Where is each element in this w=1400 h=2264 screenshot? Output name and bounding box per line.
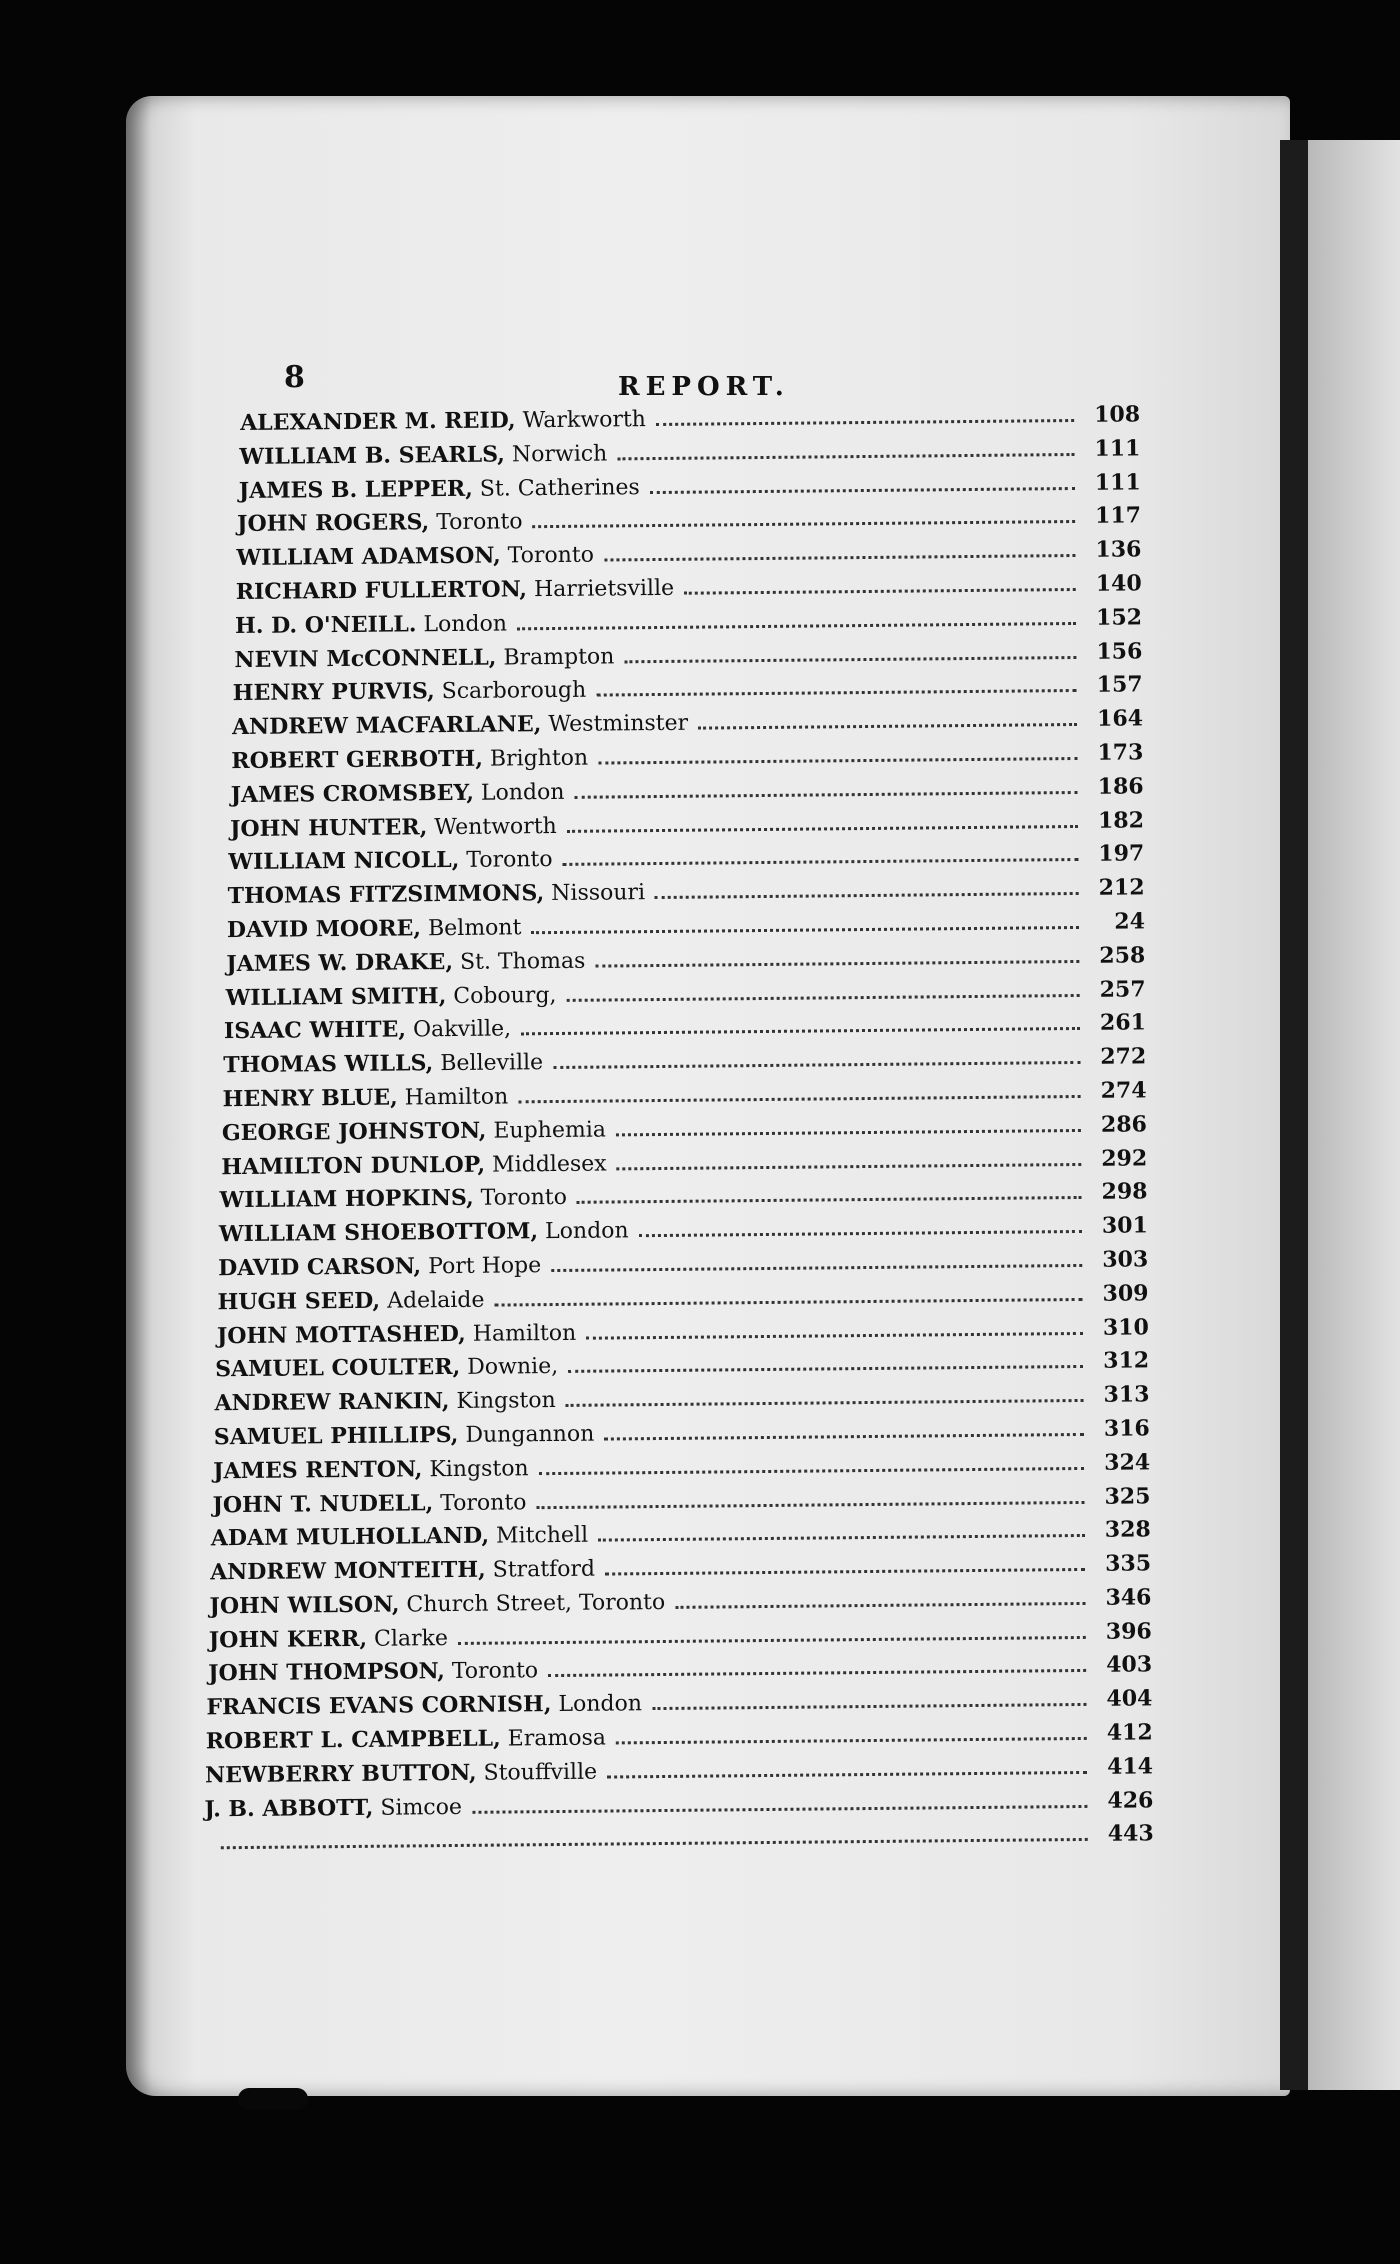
entry-page-number: 286 xyxy=(1100,1111,1148,1138)
entry-place: Belleville xyxy=(440,1050,544,1077)
entry-name: WILLIAM HOPKINS, xyxy=(219,1185,474,1214)
entry-page-number: 140 xyxy=(1095,570,1142,597)
entry-name: J. B. ABBOTT, xyxy=(204,1794,374,1823)
dot-leader xyxy=(551,1264,1082,1272)
entry-name: SAMUEL PHILLIPS, xyxy=(213,1421,459,1451)
entry-name: WILLIAM SMITH, xyxy=(225,982,447,1011)
dot-leader xyxy=(617,453,1074,460)
entry-place: Adelaide xyxy=(387,1287,485,1314)
entry-page-number: 414 xyxy=(1107,1753,1154,1780)
entry-page-number: 412 xyxy=(1106,1719,1153,1746)
dot-leader xyxy=(617,1162,1082,1169)
entry-page-number: 310 xyxy=(1102,1313,1149,1341)
entry-name: JOHN THOMPSON, xyxy=(208,1658,446,1687)
entry-place: Warkworth xyxy=(522,407,647,434)
entry-page-number: 136 xyxy=(1095,536,1142,563)
entry-place: Toronto xyxy=(507,542,595,569)
entry-page-number: 292 xyxy=(1101,1144,1148,1172)
entry-name: SAMUEL COULTER, xyxy=(215,1354,461,1383)
entry-page-number: 396 xyxy=(1105,1617,1152,1645)
dot-leader xyxy=(517,622,1076,630)
dot-leader xyxy=(605,1568,1085,1576)
entry-name: WILLIAM B. SEARLS, xyxy=(239,441,506,470)
dot-leader xyxy=(698,723,1077,730)
entry-place: Belmont xyxy=(427,915,522,942)
entry-page-number: 258 xyxy=(1099,942,1146,969)
entry-page-number: 164 xyxy=(1096,705,1144,732)
entry-name: ANDREW MACFARLANE, xyxy=(231,711,542,741)
entry-place: Norwich xyxy=(511,441,608,468)
entry-name: JOHN T. NUDELL, xyxy=(212,1489,434,1518)
dot-leader xyxy=(221,1838,1088,1849)
entry-place: Church Street, Toronto xyxy=(406,1589,666,1618)
entry-page-number: 257 xyxy=(1099,975,1146,1003)
entry-place: Toronto xyxy=(466,847,553,874)
entry-place: Hamilton xyxy=(472,1320,577,1347)
entry-name: ROBERT GERBOTH, xyxy=(231,745,484,775)
dot-leader xyxy=(675,1602,1085,1609)
dot-leader xyxy=(595,960,1079,968)
dot-leader xyxy=(655,892,1079,899)
entry-page-number: 212 xyxy=(1098,874,1145,901)
entry-place: London xyxy=(545,1218,629,1245)
entry-place: Westminster xyxy=(548,710,689,738)
entry-page-number: 24 xyxy=(1114,908,1146,935)
entry-name: THOMAS WILLS, xyxy=(223,1050,434,1079)
dot-leader xyxy=(577,1196,1082,1204)
entry-page-number: 197 xyxy=(1098,840,1145,868)
entry-name: JAMES W. DRAKE, xyxy=(226,948,454,977)
entry-name: ISAAC WHITE, xyxy=(223,1016,407,1045)
entry-name: WILLIAM SHOEBOTTOM, xyxy=(218,1218,539,1248)
entry-place: Kingston xyxy=(429,1455,529,1482)
entry-page-number: 325 xyxy=(1104,1482,1151,1510)
entry-page-number: 156 xyxy=(1096,637,1143,665)
entry-name: FRANCIS EVANS CORNISH, xyxy=(206,1691,552,1721)
dot-leader xyxy=(548,1669,1086,1677)
entry-name: JAMES B. LEPPER, xyxy=(238,475,473,504)
entry-page-number: 272 xyxy=(1100,1043,1147,1070)
dot-leader xyxy=(458,1636,1086,1645)
entry-place: Middlesex xyxy=(491,1151,607,1178)
entry-place: Clarke xyxy=(373,1625,449,1652)
dot-leader xyxy=(604,1433,1084,1441)
entry-place: Toronto xyxy=(440,1489,527,1516)
entry-name: JOHN MOTTASHED, xyxy=(216,1320,466,1349)
entry-name: DAVID MOORE, xyxy=(226,915,422,944)
entry-name: WILLIAM NICOLL, xyxy=(228,847,460,876)
entry-name: NEVIN McCONNELL, xyxy=(234,644,497,673)
entry-page-number: 346 xyxy=(1105,1584,1152,1611)
entry-name: HENRY BLUE, xyxy=(222,1084,398,1113)
entry-place: St. Catherines xyxy=(479,474,640,502)
entry-page-number: 117 xyxy=(1094,502,1142,530)
dot-leader xyxy=(607,1771,1087,1779)
entry-place: Cobourg, xyxy=(453,982,557,1009)
entry-name: JOHN ROGERS, xyxy=(236,509,430,538)
entry-place: Mitchell xyxy=(495,1523,589,1549)
dot-leader xyxy=(472,1805,1087,1814)
entry-page-number: 404 xyxy=(1106,1685,1153,1713)
entry-page-number: 298 xyxy=(1101,1178,1148,1206)
dot-leader xyxy=(639,1230,1082,1237)
entry-name: H. D. O'NEILL. xyxy=(234,611,417,639)
entry-page-number: 186 xyxy=(1097,773,1144,800)
entry-place: Simcoe xyxy=(380,1794,463,1821)
entry-place: Euphemia xyxy=(493,1117,607,1144)
entry-place: Wentworth xyxy=(434,813,557,840)
entry-place: Brampton xyxy=(503,643,615,671)
entry-place: Port Hope xyxy=(428,1253,542,1280)
entry-page-number: 316 xyxy=(1103,1415,1150,1442)
dot-leader xyxy=(553,1061,1080,1069)
entry-page-number: 335 xyxy=(1105,1550,1152,1577)
entry-page-number: 111 xyxy=(1094,435,1141,462)
entry-place: Harrietsville xyxy=(533,575,675,603)
entry-name: JOHN WILSON, xyxy=(209,1591,400,1620)
binding-gutter xyxy=(1280,140,1308,2090)
entry-page-number: 111 xyxy=(1094,468,1141,496)
dot-leader xyxy=(598,1534,1085,1542)
dot-leader xyxy=(537,1500,1085,1508)
dot-leader xyxy=(563,858,1079,866)
entry-page-number: 313 xyxy=(1103,1381,1150,1408)
entry-name: DAVID CARSON, xyxy=(218,1253,422,1282)
dot-leader xyxy=(566,994,1079,1002)
index-list xyxy=(204,401,1154,1863)
dot-leader xyxy=(586,1331,1083,1339)
dot-leader xyxy=(616,1129,1081,1136)
entry-place: Scarborough xyxy=(441,678,587,705)
dot-leader xyxy=(531,926,1079,934)
entry-place: St. Thomas xyxy=(459,948,586,975)
entry-page-number: 328 xyxy=(1104,1516,1151,1544)
entry-page-number: 173 xyxy=(1097,739,1144,766)
entry-page-number: 303 xyxy=(1102,1246,1149,1273)
entry-page-number: 152 xyxy=(1095,604,1143,631)
facing-page-edge xyxy=(1308,140,1400,2090)
dot-leader xyxy=(656,419,1074,426)
entry-place: Stouffville xyxy=(483,1759,598,1786)
dot-leader xyxy=(518,1095,1080,1103)
entry-page-number: 312 xyxy=(1103,1347,1150,1375)
entry-page-number: 274 xyxy=(1100,1077,1147,1104)
entry-place: Oakville, xyxy=(412,1016,512,1043)
dot-leader xyxy=(684,588,1076,595)
entry-place: Eramosa xyxy=(507,1725,607,1752)
entry-name: RICHARD FULLERTON, xyxy=(235,576,528,606)
dot-leader xyxy=(652,1703,1086,1710)
entry-page-number: 309 xyxy=(1102,1280,1149,1307)
dot-leader xyxy=(574,791,1077,799)
entry-place: Nissouri xyxy=(551,880,646,907)
entry-place: London xyxy=(480,779,565,806)
dot-leader xyxy=(521,1027,1080,1035)
entry-page-number: 301 xyxy=(1101,1212,1148,1239)
entry-name: NEWBERRY BUTTON, xyxy=(204,1759,477,1789)
dot-leader xyxy=(567,825,1078,833)
entry-name: THOMAS FITZSIMMONS, xyxy=(227,880,545,910)
dot-leader xyxy=(624,656,1076,663)
dot-leader xyxy=(533,520,1076,528)
entry-place: London xyxy=(423,611,508,638)
entry-page-number: 157 xyxy=(1096,671,1143,699)
dot-leader xyxy=(650,487,1075,494)
entry-place: Toronto xyxy=(451,1658,539,1685)
entry-name: ANDREW RANKIN, xyxy=(214,1388,450,1417)
entry-place: Downie, xyxy=(467,1354,559,1381)
entry-page-number: 324 xyxy=(1104,1449,1151,1476)
entry-place: Dungannon xyxy=(465,1421,595,1448)
dot-leader xyxy=(568,1365,1083,1373)
dot-leader xyxy=(616,1737,1087,1745)
ink-smudge xyxy=(238,2088,308,2110)
entry-place: Brighton xyxy=(489,745,589,772)
entry-name: JOHN HUNTER, xyxy=(229,813,428,842)
dot-leader xyxy=(604,554,1075,562)
entry-name: HENRY PURVIS, xyxy=(232,678,435,707)
entry-place: London xyxy=(558,1691,643,1718)
entry-name: JAMES CROMSBEY, xyxy=(230,779,475,808)
entry-page-number: 108 xyxy=(1094,401,1141,428)
entry-name: WILLIAM ADAMSON, xyxy=(236,542,501,572)
entry-page-number: 261 xyxy=(1099,1009,1147,1037)
entry-place: Stratford xyxy=(492,1556,596,1583)
dot-leader xyxy=(494,1298,1082,1307)
entry-name: HUGH SEED, xyxy=(217,1287,381,1315)
dot-leader xyxy=(539,1467,1085,1475)
dot-leader xyxy=(598,757,1077,765)
page-number: 8 xyxy=(284,360,305,395)
entry-name: JOHN KERR, xyxy=(208,1625,368,1654)
entry-name: GEORGE JOHNSTON, xyxy=(221,1117,487,1146)
entry-place: Kingston xyxy=(456,1388,556,1415)
entry-name: JAMES RENTON, xyxy=(213,1456,423,1485)
entry-page-number: 403 xyxy=(1106,1651,1153,1679)
running-head: REPORT. xyxy=(618,372,790,402)
entry-place: Toronto xyxy=(436,509,523,536)
entry-name: ALEXANDER M. REID, xyxy=(240,407,516,436)
dot-leader xyxy=(566,1399,1084,1407)
entry-name: ADAM MULHOLLAND, xyxy=(210,1522,490,1552)
entry-place: Hamilton xyxy=(404,1084,509,1111)
entry-name: HAMILTON DUNLOP, xyxy=(221,1151,486,1180)
entry-name: ROBERT L. CAMPBELL, xyxy=(205,1725,501,1755)
entry-page-number: 182 xyxy=(1097,806,1145,834)
entry-name: ANDREW MONTEITH, xyxy=(210,1556,486,1586)
entry-place: Toronto xyxy=(480,1185,568,1212)
entry-page-number: 443 xyxy=(1107,1820,1154,1848)
entry-page-number: 426 xyxy=(1107,1786,1154,1814)
dot-leader xyxy=(596,689,1076,697)
